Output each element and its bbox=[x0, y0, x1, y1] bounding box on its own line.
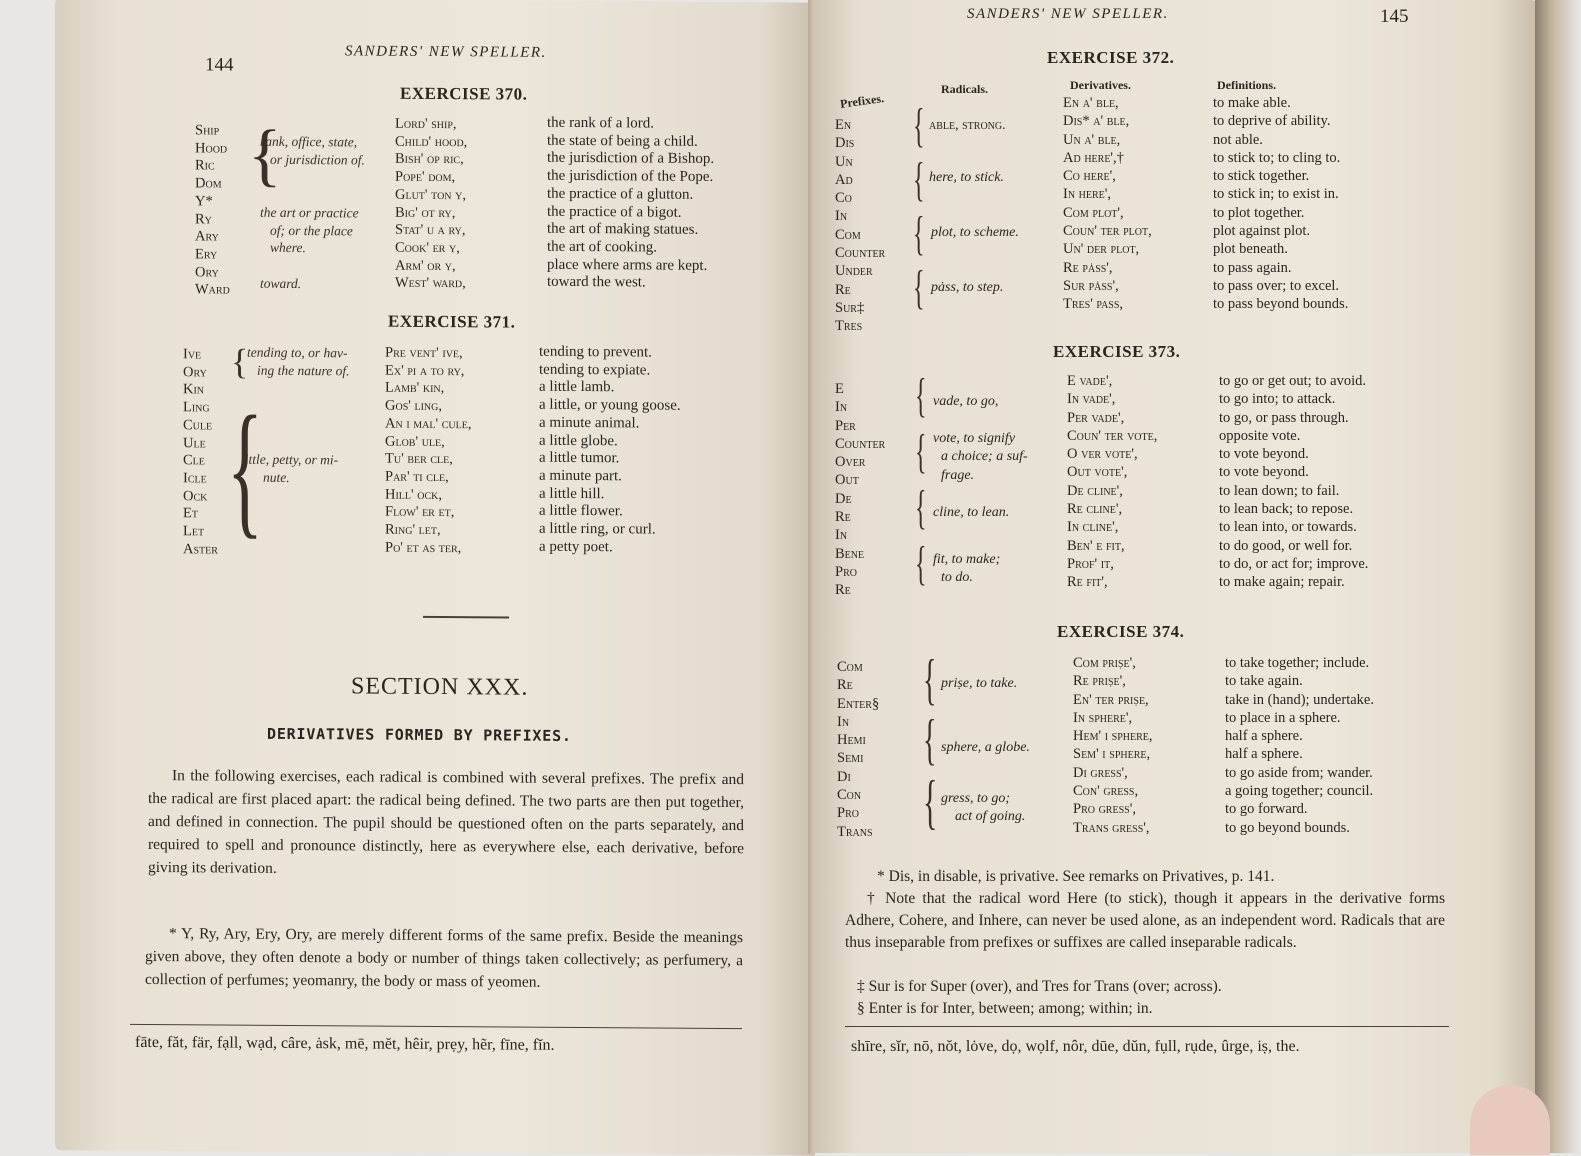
brace: { bbox=[227, 385, 263, 552]
ex370-definitions: the rank of a lord. the state of being a child. the jurisdiction of a Bishop. the jurisdiction of the Pope. the practice of a glutton. the practice of a bigot. the art of making statues. the art of cooking. place where arms are kept. toward the west. bbox=[547, 114, 715, 291]
brace: { bbox=[231, 341, 249, 382]
exercise-374-title: EXERCISE 374. bbox=[1057, 622, 1185, 641]
ex374-radical-3: gress, to go; act of going. bbox=[941, 791, 1026, 825]
section-subtitle: DERIVATIVES FORMED BY PREFIXES. bbox=[267, 724, 572, 745]
ex370-radicals: rank, office, state, or jurisdiction of. the art or practice of; or the place where. toward. bbox=[260, 133, 365, 291]
footnote: * Y, Ry, Ary, Ery, Ory, are merely different forms of the same prefix. Beside the meanings given above, they often denote a body or number of things taken collectively; as perfumery, a collection of perfumes; yeomanry, the body or mass of yeomen. bbox=[145, 925, 743, 991]
ex370-prefixes: Ship Hood Ric Dom Y* Ry Ary Ery Ory Ward bbox=[195, 122, 230, 298]
brace: { bbox=[923, 709, 937, 771]
exercise-371-title: EXERCISE 371. bbox=[388, 311, 516, 332]
ex374-definitions: to take together; include. to take again. take in (hand); undertake. to place in a sphere. half a sphere. half a sphere. to go aside from; wander. a going together; council. to go forward. to go beyond bounds. bbox=[1225, 655, 1374, 836]
ex371-derivatives: Pre vent' ive, Ex' pi a to ry, Lamb' kin, Gos' ling, An i mal' cule, Glob' ule, Tu' ber cle, Par' ti cle, Hill' ock, Flow' er et, Ring' let, Po' et as ter, bbox=[385, 344, 472, 556]
footer-rule bbox=[845, 1026, 1449, 1027]
radicals-header: Radicals. bbox=[941, 82, 989, 96]
prefixes-header: Prefixes. bbox=[839, 91, 885, 112]
brace: { bbox=[913, 261, 925, 314]
exercise-370-title: EXERCISE 370. bbox=[400, 83, 528, 104]
ex372-radical-3: plot, to scheme. bbox=[931, 225, 1019, 240]
ex374-prefixes: Com Re Enter§ In Hemi Semi Di Con Pro Trans bbox=[837, 659, 880, 840]
exercise-372-title: EXERCISE 372. bbox=[1047, 48, 1175, 67]
pronunciation-key: shīre, sĭr, nō, nŏt, lȯve, dọ, wọlf, nôr, dūe, dŭn, fụll, rụde, ûrge, iṣ, the. bbox=[851, 1038, 1300, 1055]
ex371-prefixes: Ive Ory Kin Ling Cule Ule Cle Icle Ock Et Let Aster bbox=[183, 346, 218, 558]
ex373-radical-1: vade, to go, bbox=[933, 394, 999, 409]
ex371-radicals: tending to, or hav- ing the nature of. bbox=[247, 344, 350, 379]
ex373-radical-4: fit, to make; to do. bbox=[933, 552, 1001, 586]
brace: { bbox=[913, 99, 925, 152]
brace: { bbox=[915, 369, 927, 422]
ex373-definitions: to go or get out; to avoid. to go into; to attack. to go, or pass through. opposite vote. to vote beyond. to vote beyond. to lean down; to fail. to lean back; to repose. to lean into, or towards. to do good, or well for. to do, or act for; improve. to make again; repair. bbox=[1219, 373, 1369, 591]
ex374-radical-2: sphere, a globe. bbox=[941, 740, 1030, 755]
page-number: 145 bbox=[1380, 6, 1409, 27]
ex374-derivatives: Com priṣe', Re priṣe', En' ter priṣe, In sphere', Hem' i sphere, Sem' i sphere, Di gress', Con' gress, Pro gress', Trans gress', bbox=[1073, 655, 1153, 836]
ex371-radicals-2: little, petty, or mi- nute. bbox=[241, 451, 339, 485]
brace: { bbox=[915, 481, 927, 534]
ex372-radical-4: pȧss, to step. bbox=[931, 280, 1004, 295]
note-enter: § Enter is for Inter, between; among; within; in. bbox=[857, 1000, 1153, 1017]
brace: { bbox=[913, 207, 925, 260]
page-number: 144 bbox=[205, 54, 234, 76]
ex374-radical-1: priṣe, to take. bbox=[941, 676, 1018, 691]
running-head: SANDERS' NEW SPELLER. bbox=[967, 6, 1169, 22]
ex373-radical-2: vote, to signify a choice; a suf- frage. bbox=[933, 431, 1028, 483]
brace: { bbox=[923, 769, 938, 835]
brace: { bbox=[913, 153, 925, 206]
intro-paragraph: In the following exercises, each radical is combined with several prefixes. The prefix and the radical are first placed apart: the radical being defined. The two parts are then put together, and defined in connection. The pupil should be questioned often on the parts separately, and required to spell and pronounce distinctly, here as everywhere else, each derivative, before giving its derivation. bbox=[148, 767, 744, 877]
left-page bbox=[55, 0, 815, 1156]
book-edge bbox=[1535, 0, 1581, 1153]
ex371-definitions: tending to prevent. tending to expiate. a little lamb. a little, or young goose. a minute animal. a little globe. a little tumor. a minute part. a little hill. a little flower. a little ring, or curl. a petty poet. bbox=[539, 343, 681, 555]
footer-rule bbox=[130, 1024, 742, 1029]
ex372-definitions: to make able. to deprive of ability. not able. to stick to; to cling to. to stick together. to stick in; to exist in. to plot together. plot against plot. plot beneath. to pass again. to pass over; to excel. to pass beyond bounds. bbox=[1213, 95, 1349, 313]
section-title: SECTION XXX. bbox=[351, 673, 529, 701]
brace: { bbox=[915, 425, 927, 478]
exercise-373-title: EXERCISE 373. bbox=[1053, 342, 1181, 361]
derivatives-header: Derivatives. bbox=[1070, 78, 1131, 92]
note-here: † Note that the radical word Here (to stick), though it appears in the derivative forms Adhere, Cohere, and Inhere, can never be used alone, as an independent word. Radicals that are thus inseparable from prefixes or suffixes are called inseparable radicals. bbox=[845, 890, 1445, 951]
note-dis: * Dis, in disable, is privative. See remarks on Privatives, p. 141. bbox=[877, 868, 1275, 885]
ex372-radical-2: here, to stick. bbox=[929, 170, 1004, 185]
ornament-divider bbox=[423, 616, 509, 619]
ex373-derivatives: E vade', In vade', Per vade', Coun' ter vote, O ver vote', Out vote', De cline', Re cline', In cline', Ben' e fit, Prof' it, Re fit', bbox=[1067, 373, 1158, 591]
ex372-radical-1: able, strong. bbox=[929, 118, 1006, 133]
brace: { bbox=[915, 537, 927, 590]
definitions-header: Definitions. bbox=[1217, 78, 1277, 92]
ex373-prefixes: E In Per Counter Over Out De Re In Bene Pro Re bbox=[835, 381, 886, 599]
thumb bbox=[1470, 1085, 1550, 1155]
brace: { bbox=[923, 649, 937, 711]
ex373-radical-3: cline, to lean. bbox=[933, 505, 1010, 520]
ex372-prefixes: En Dis Un Ad Co In Com Counter Under Re Sur‡ Tres bbox=[835, 117, 886, 335]
right-page bbox=[815, 0, 1537, 1153]
ex372-derivatives: En a' ble, Dis* a' ble, Un a' ble, Ad here',† Co here', In here', Com plot', Coun' ter plot, Un' der plot, Re pȧss', Sur pȧss', Tres' pass, bbox=[1063, 95, 1152, 313]
running-head: SANDERS' NEW SPELLER. bbox=[345, 43, 547, 61]
pronunciation-key: fāte, făt, fär, fạll, wạd, câre, ȧsk, mē, mĕt, hêir, prẹy, hẽr, fīne, fĭn. bbox=[135, 1033, 555, 1054]
note-sur: ‡ Sur is for Super (over), and Tres for Trans (over; across). bbox=[857, 978, 1222, 995]
brace: { bbox=[248, 116, 282, 194]
ex370-derivatives: Lord' ship, Child' hood, Bish' op ric, Pope' dom, Glut' ton y, Big' ot ry, Stat' u a ry, Cook' er y, Arm' or y, West' ward, bbox=[395, 115, 468, 292]
